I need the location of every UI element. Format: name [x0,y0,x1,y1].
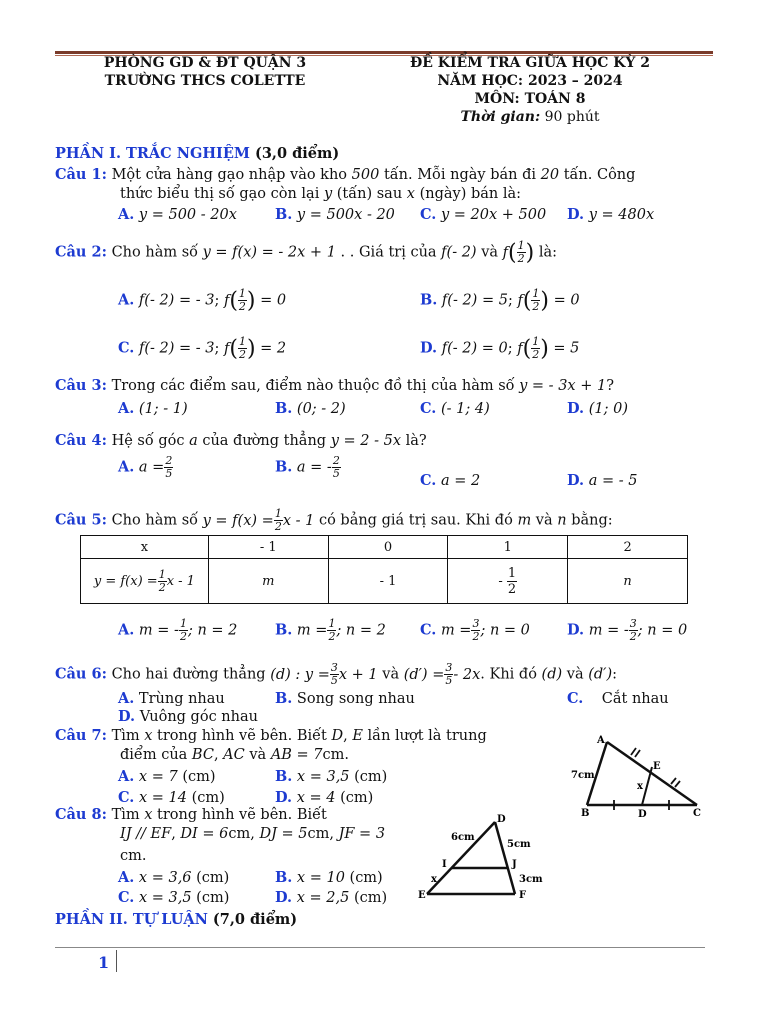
q6-text4: và [566,666,584,683]
part2-points: (7,0 điểm) [207,911,298,928]
q7-label: Câu 7: [55,727,107,744]
label-dj: 5cm [507,839,531,850]
q8-line1 [55,806,327,823]
q2-option-c[interactable]: C. f(- 2) = - 3; f( $\frac{1}{2}$ ) = 2 [118,335,287,361]
q5-text4: bằng: [571,512,613,529]
option-text: m = - [138,622,179,639]
option-text: f(- 2) = 5 [441,292,508,309]
option-text: a = [138,459,165,476]
table-cell: m [208,559,328,604]
q8-label: Câu 8: [55,806,107,823]
option-text: x = 7 [138,769,178,785]
q4-option-c[interactable] [420,472,480,489]
option-text: y = 500 - 20x [138,207,237,223]
option-letter: A. [118,690,135,707]
q6-line1 [55,662,617,687]
option-text: f(- 2) = - 3 [138,340,215,357]
option-text: y = 500x - 20 [296,207,395,223]
table-cell-function: y = f(x) = $\frac{1}{2}$ x - 1 [81,559,209,604]
q1-line2-text-a: thức biểu thị số gạo còn lại [120,186,320,202]
part1-points: (3,0 điểm) [249,145,340,162]
q3-question-mark: ? [606,378,614,394]
time-label: Thời gian: [460,109,541,125]
part2-title: PHẦN II. TỰ LUẬN [55,911,208,928]
header-time [380,109,680,125]
header-exam-title: ĐỀ KIỂM TRA GIỮA HỌC KỲ 2 [410,55,650,71]
value-table [80,535,688,604]
label-x: x [637,781,643,792]
q8-option-c[interactable] [118,889,229,906]
q3-function: y = - 3x + 1 [519,378,607,394]
q7-var-x: x [144,728,153,744]
part1-title: PHẦN I. TRẮC NGHIỆM [55,145,250,162]
vertex-d: D [497,814,506,825]
q3-text: Trong các điểm sau, điểm nào thuộc đồ thị của hàm số [111,378,515,394]
q5-option-c[interactable]: C. m = $\frac{3}{2}$ ; n = 0 [420,617,530,643]
option-text: Cắt nhau [601,691,669,707]
header-school: TRƯỜNG THCS COLETTE [104,73,306,89]
option-text-2: = 2 [260,340,287,357]
q8-option-d[interactable] [275,889,387,906]
q4-line1 [55,432,427,449]
q6-option-a[interactable] [118,690,225,707]
option-unit: (cm) [182,769,216,785]
option-unit: (cm) [354,769,388,785]
q1-line1 [55,166,635,183]
q6-option-b[interactable] [275,690,415,707]
q6-line-d-prime: (d′) = $\frac{3}{5}$ - 2x [403,661,481,687]
option-letter: C. [420,206,437,223]
q8-option-a[interactable] [118,869,229,886]
option-unit: (cm) [196,870,230,886]
q5-text1: Cho hàm số [111,512,199,529]
q7-line2-and: và [249,747,267,763]
q8-unit: cm [307,826,330,842]
table-row [81,536,688,559]
q8-line2: IJ // EF, DI = 6cm, DJ = 5cm, JF = 3 [120,826,386,842]
option-text: f(- 2) = - 3 [138,292,215,309]
option-letter: D. [275,789,293,806]
q3-label: Câu 3: [55,377,107,394]
option-letter: D. [567,621,585,639]
option-unit: (cm) [191,790,225,806]
option-text: (- 1; 4) [440,401,490,417]
table-row [81,559,688,604]
q4-function: y = 2 - 5x [330,433,401,449]
option-letter: C. [420,400,437,417]
vertex-d: D [638,809,647,820]
label-di: 6cm [451,832,475,843]
q4-text1: Hệ số góc [111,433,185,449]
q2-option-a[interactable]: A. f(- 2) = - 3; f( $\frac{1}{2}$ ) = 0 [118,287,287,313]
q2-option-d[interactable]: D. f(- 2) = 0; f( $\frac{1}{2}$ ) = 5 [420,335,580,361]
q1-option-d[interactable] [567,206,654,223]
option-text-2: = 0 [553,292,580,309]
q5-line1 [55,508,613,533]
table-cell: 0 [328,536,448,559]
q6-d-prime: (d′) [588,666,613,683]
q4-option-b[interactable]: B. a = - $\frac{2}{5}$ [275,454,340,480]
option-letter: D. [118,708,136,725]
q8-text1: Tìm [111,807,140,823]
q7-option-a[interactable] [118,768,216,785]
option-text: Trùng nhau [138,691,225,707]
label-x: x [431,874,437,885]
table-cell: n [568,559,688,604]
option-text: Song song nhau [296,691,415,707]
q4-text2: của đường thẳng [202,433,327,449]
option-letter: B. [275,206,293,223]
option-text: x = 3,5 [296,769,350,785]
q7-line1 [55,727,487,744]
table-cell: - 1 [208,536,328,559]
option-letter: A. [118,768,135,785]
q2-text2: . . Giá trị của [340,244,437,261]
q7-unit: cm. [322,747,350,763]
q2-function: y = f(x) = - 2x + 1 [202,244,336,261]
option-letter: A. [118,400,135,417]
part2-heading [55,911,297,928]
q1-num1: 500 [351,167,380,183]
q2-label: Câu 2: [55,243,107,261]
header-school-year: NĂM HỌC: 2023 – 2024 [437,73,623,89]
q6-line-d: (d) : y = $\frac{3}{5}$ x + 1 [270,661,378,687]
option-letter: A. [118,206,135,223]
option-unit: (cm) [340,790,374,806]
q4-var: a [189,433,198,449]
option-letter: D. [275,889,293,906]
option-text: (1; - 1) [138,401,188,417]
q1-label: Câu 1: [55,166,107,183]
q5-var-m: m [517,512,532,529]
option-text: a = 2 [440,473,481,489]
time-value: 90 phút [540,109,600,125]
option-text-2: ; n = 2 [187,622,238,639]
q7-var-d: D [331,728,344,744]
label-ab-length: 7cm [571,770,595,781]
option-letter: A. [118,621,135,639]
vertex-e: E [418,890,426,901]
q4-option-d[interactable] [567,472,637,489]
vertex-j: J [512,859,517,870]
option-text: x = 3,5 [138,890,192,906]
q1-text2: tấn. Mỗi ngày bán đi [383,167,537,183]
q3-option-d[interactable] [567,400,628,417]
option-text-2: ; n = 0 [637,622,688,639]
option-unit: (cm) [353,890,388,906]
option-letter: B. [275,768,293,785]
q2-value1: f(- 2) [441,244,477,261]
option-letter: D. [567,206,585,223]
q7-text1: Tìm [111,728,140,744]
q1-num2: 20 [540,167,560,183]
table-cell: 1 [448,536,568,559]
q8-line3: cm. [120,848,147,864]
q6-option-c[interactable] [567,690,669,707]
q7-option-c[interactable] [118,789,225,806]
q8-jf: JF = 3 [338,826,386,842]
option-letter: B. [275,400,293,417]
option-text: x = 14 [138,790,187,806]
option-text-2: = 0 [260,292,287,309]
option-letter: C. [420,472,437,489]
table-cell: - 1 [328,559,448,604]
side-ac [607,742,697,805]
q1-option-b[interactable] [275,206,395,223]
q1-line2 [120,186,521,202]
option-text: (0; - 2) [296,401,346,417]
table-cell-fraction: - $\frac{1}{2}$ [448,559,568,604]
q1-line2-text-b: (tấn) sau [336,186,403,202]
triangle-abc-figure [565,730,715,825]
q8-dj: DJ = 5 [259,826,308,842]
q7-text2: trong hình vẽ bên. Biết [157,728,327,744]
q1-text1: Một cửa hàng gạo nhập vào kho [111,167,348,183]
q7-comma: , [343,728,348,744]
table-cell: 2 [568,536,688,559]
vertex-b: B [581,808,590,819]
q4-option-a[interactable]: A. a = $\frac{2}{5}$ [118,454,173,480]
label-jf: 3cm [519,874,543,885]
option-text: a = - 5 [588,473,638,489]
top-rule [55,51,713,54]
part1-heading [55,145,339,162]
triangle-def-figure [415,812,555,902]
q2-line1 [55,240,557,265]
option-letter: B. [275,458,293,476]
option-text: (1; 0) [588,401,628,417]
option-text: f(- 2) = 0 [441,340,508,357]
q3-option-b[interactable] [275,400,346,417]
q7-option-b[interactable] [275,768,387,785]
q2-text1: Cho hàm số [111,244,199,261]
q1-var-x: x [406,186,415,202]
q7-line2 [120,747,349,763]
q5-option-d[interactable]: D. m = - $\frac{3}{2}$ ; n = 0 [567,617,688,643]
option-letter: C. [118,789,135,806]
q1-option-c[interactable] [420,206,546,223]
page-number-divider [116,950,117,972]
q6-text1: Cho hai đường thẳng [111,666,266,683]
vertex-i: I [442,859,447,870]
q5-text2: có bảng giá trị sau. Khi đó [318,512,513,529]
q1-line2-text-c: (ngày) bán là: [419,186,522,202]
q6-option-d[interactable] [118,708,258,725]
q2-text4: là: [538,244,557,261]
table-cell: x [81,536,209,559]
option-text: x = 4 [296,790,336,806]
option-text: y = 480x [588,207,655,223]
option-letter: B. [420,291,438,309]
option-text: x = 3,6 [138,870,192,886]
side-df [495,822,515,894]
q5-option-a[interactable]: A. m = - $\frac{1}{2}$ ; n = 2 [118,617,238,643]
q7-seg-bc: BC [191,747,214,763]
q6-text2: và [382,666,400,683]
q7-seg-ac: AC [223,747,245,763]
q2-option-b[interactable]: B. f(- 2) = 5; f( $\frac{1}{2}$ ) = 0 [420,287,580,313]
option-letter: C. [567,690,584,707]
q7-seg-ab: AB = 7 [270,747,323,763]
option-text: x = 2,5 [296,890,350,906]
q5-text3: và [535,512,553,529]
option-text: m = [440,622,472,639]
q8-option-b[interactable] [275,869,383,886]
q8-unit: cm [228,826,251,842]
option-text: Vuông góc nhau [139,709,258,725]
page-number: 1 [98,953,110,972]
q3-option-a[interactable] [118,400,188,417]
vertex-c: C [693,808,701,819]
q5-function: y = f(x) = $\frac{1}{2}$ x - 1 [202,507,315,533]
q6-d: (d) [541,666,563,683]
option-unit: (cm) [349,870,383,886]
option-letter: C. [420,621,437,639]
option-letter: C. [118,339,135,357]
q5-var-n: n [557,512,567,529]
q7-var-e: E [352,728,363,744]
option-text: y = 20x + 500 [440,207,547,223]
option-text: x = 10 [296,870,345,886]
q4-label: Câu 4: [55,432,107,449]
q1-text3: tấn. Công [563,167,636,183]
q7-comma: , [213,747,219,763]
option-text-2: ; n = 0 [480,622,530,639]
q4-text3: là? [405,433,427,449]
option-letter: D. [420,339,438,357]
option-letter: C. [118,889,135,906]
vertex-a: A [597,735,605,746]
option-unit: (cm) [196,890,230,906]
option-text: m = - [588,622,629,639]
q7-text3: lần lượt là trung [367,728,487,744]
q3-option-c[interactable] [420,400,490,417]
q8-parallel: IJ // EF [120,826,172,842]
option-text: m = [296,622,328,639]
q1-option-a[interactable] [118,206,237,223]
q2-value2: f( $\frac{1}{2}$ ) [502,239,535,265]
footer-rule [55,947,705,948]
q6-text3: . Khi đó [480,666,537,683]
option-letter: D. [567,472,585,489]
option-letter: A. [118,869,135,886]
q2-text3: và [481,244,499,261]
option-letter: B. [275,869,293,886]
q7-option-d[interactable] [275,789,373,806]
vertex-f: F [519,890,527,901]
header-department: PHÒNG GD & ĐT QUẬN 3 [103,55,307,71]
q8-var-x: x [144,807,153,823]
option-text-2: = 5 [553,340,580,357]
q5-label: Câu 5: [55,511,107,529]
option-letter: B. [275,690,293,707]
q5-option-b[interactable]: B. m = $\frac{1}{2}$ ; n = 2 [275,617,386,643]
header-subject: MÔN: TOÁN 8 [474,91,586,107]
q8-di: DI = 6 [180,826,229,842]
vertex-e: E [653,761,661,772]
q6-colon: : [612,666,617,683]
segment-de [642,767,652,805]
q3-line1 [55,377,614,394]
q8-text2: trong hình vẽ bên. Biết [157,807,327,823]
q7-line2-text: điểm của [120,747,188,763]
q6-label: Câu 6: [55,665,107,683]
option-letter: A. [118,458,135,476]
option-text: a = - [296,459,332,476]
option-text-2: ; n = 2 [336,622,386,639]
q1-var-y: y [323,186,333,202]
option-letter: A. [118,291,135,309]
option-letter: D. [567,400,585,417]
option-letter: B. [275,621,293,639]
